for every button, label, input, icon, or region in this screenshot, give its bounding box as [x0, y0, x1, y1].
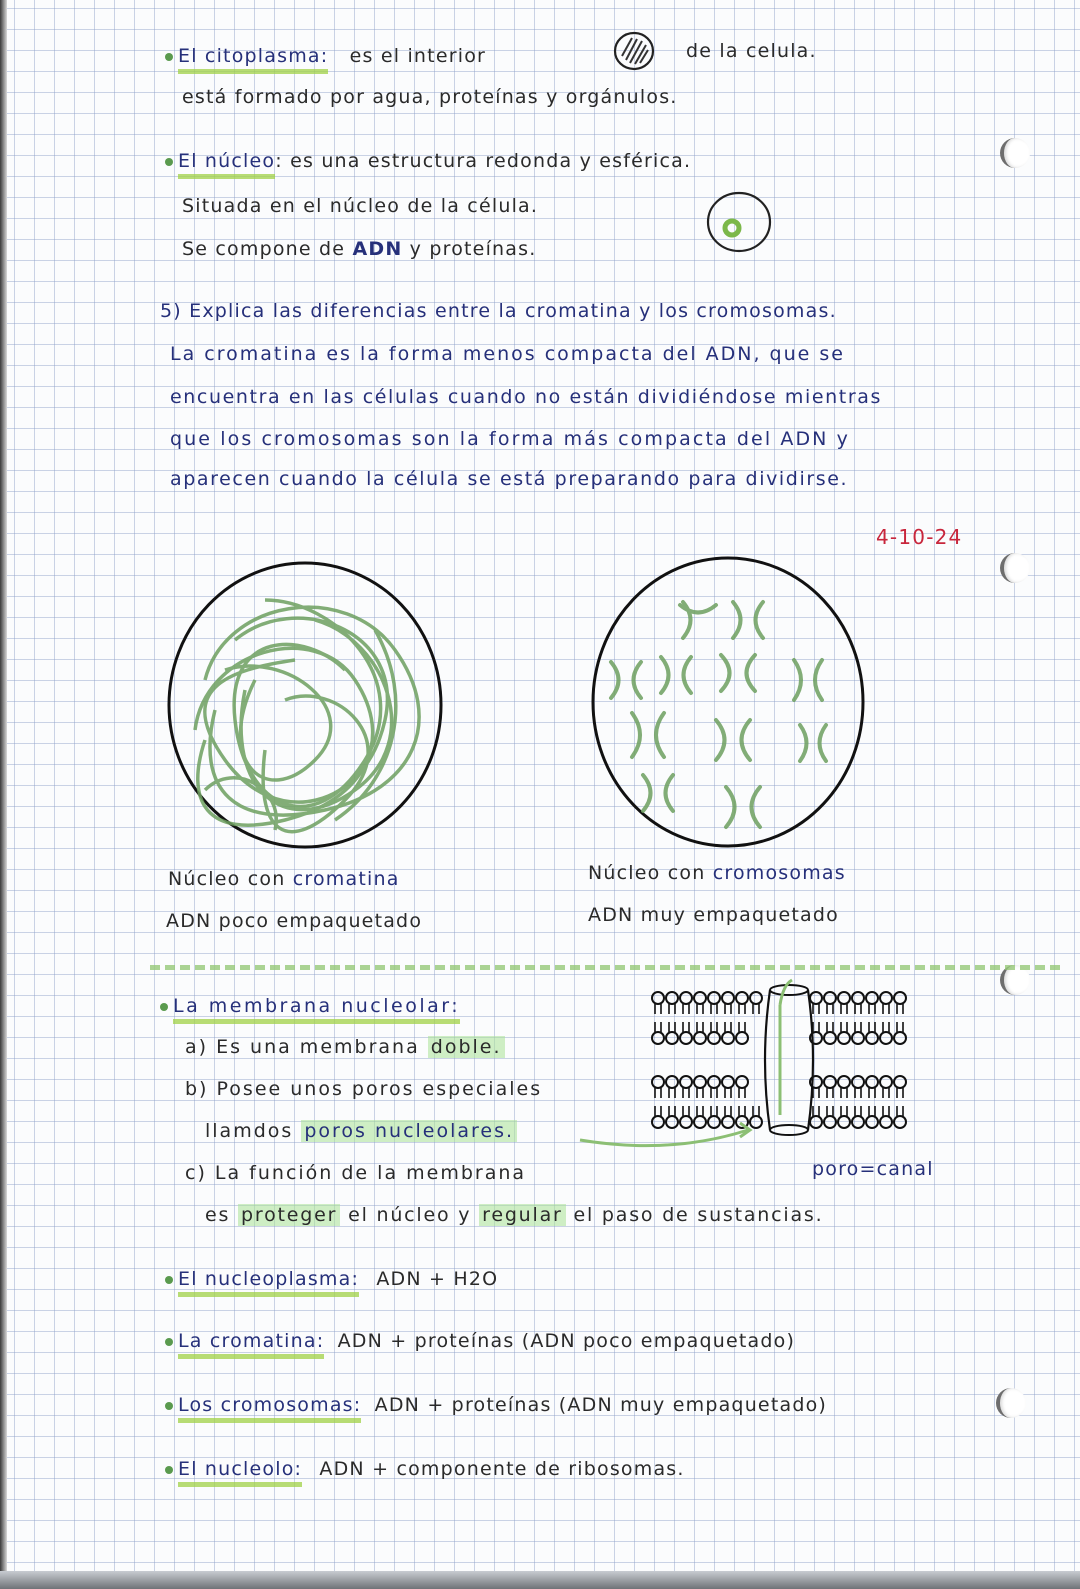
bullet-icon — [165, 1402, 173, 1410]
bullet-icon — [160, 1003, 168, 1011]
bullet-icon — [165, 1466, 173, 1474]
membrana-item-b-2 — [205, 1120, 517, 1142]
caption-text: Núcleo con — [588, 862, 706, 884]
page-bottom-edge — [0, 1571, 1080, 1589]
nucleo-text: : es una estructura redonda y esférica. — [275, 150, 692, 172]
membrana-item-b-1: b) Posee unos poros especiales — [185, 1078, 543, 1100]
membrana-heading — [160, 995, 460, 1017]
answer-line: La cromatina es la forma menos compacta del ADN, que se — [170, 343, 845, 365]
summary-item-cromosomas — [165, 1394, 827, 1416]
summary-item-nucleolo — [165, 1458, 685, 1480]
caption-text: Núcleo con — [168, 868, 286, 890]
notebook-binding-edge — [0, 0, 7, 1589]
nuclear-pore-diagram — [580, 980, 940, 1160]
summary-term: Los cromosomas: — [178, 1394, 361, 1423]
chromatin-caption — [168, 868, 400, 890]
bullet-icon — [165, 158, 173, 166]
pore-diagram-label: poro=canal — [812, 1158, 934, 1180]
highlight-proteger: proteger — [238, 1204, 340, 1226]
citoplasma-line-1 — [165, 45, 486, 67]
nucleo-line-2: Situada en el núcleo de la célula. — [182, 195, 539, 217]
citoplasma-line-1b: de la celula. — [686, 40, 817, 62]
chromosomes-nucleus-diagram — [588, 555, 868, 850]
item-text: el núcleo y — [348, 1204, 472, 1226]
answer-line: encuentra en las células cuando no están dividiéndose mientras — [170, 386, 882, 408]
highlight-doble: doble. — [428, 1036, 505, 1058]
item-text: llamdos — [205, 1120, 294, 1142]
summary-definition: ADN + componente de ribosomas. — [319, 1458, 685, 1480]
answer-line: aparecen cuando la célula se está preparando para dividirse. — [170, 468, 849, 490]
binder-hole — [996, 1388, 1026, 1418]
citoplasma-line-2: está formado por agua, proteínas y orgánulos. — [182, 86, 678, 108]
summary-item-nucleoplasma — [165, 1268, 498, 1290]
nucleo-line-3 — [182, 238, 536, 260]
item-text: a) Es una membrana — [185, 1036, 420, 1058]
chromatin-nucleus-diagram — [165, 560, 445, 850]
summary-definition: ADN + proteínas (ADN muy empaquetado) — [374, 1394, 828, 1416]
citoplasma-text: es el interior — [349, 45, 487, 67]
membrana-item-c-1: c) La función de la membrana — [185, 1162, 527, 1184]
nucleo-text: Se compone de — [182, 238, 346, 260]
caption-term: cromatina — [292, 868, 400, 890]
bullet-icon — [165, 53, 173, 61]
bullet-icon — [165, 1276, 173, 1284]
item-text: es — [205, 1204, 231, 1226]
summary-term: La cromatina: — [178, 1330, 324, 1359]
summary-definition: ADN + proteínas (ADN poco empaquetado) — [337, 1330, 796, 1352]
shaded-cell-icon — [612, 30, 656, 72]
chromatin-subcaption: ADN poco empaquetado — [166, 910, 423, 932]
summary-item-cromatina — [165, 1330, 795, 1352]
binder-hole — [1000, 138, 1030, 168]
question-5-prompt: 5) Explica las diferencias entre la cromatina y los cromosomas. — [160, 300, 837, 322]
summary-term: El nucleolo: — [178, 1458, 302, 1487]
item-text: el paso de sustancias. — [573, 1204, 824, 1226]
membrana-item-a — [185, 1036, 505, 1058]
term-membrana: La membrana nucleolar: — [173, 995, 460, 1024]
highlight-poros: poros nucleolares. — [301, 1120, 517, 1142]
nucleus-cell-icon — [705, 190, 773, 254]
term-nucleo: El núcleo — [178, 150, 275, 179]
summary-term: El nucleoplasma: — [178, 1268, 359, 1297]
adn-term: ADN — [352, 238, 403, 260]
caption-term: cromosomas — [712, 862, 846, 884]
chromosomes-subcaption: ADN muy empaquetado — [588, 904, 839, 926]
chromosomes-caption — [588, 862, 846, 884]
date-label: 4-10-24 — [876, 525, 963, 549]
answer-line: que los cromosomas son la forma más compacta del ADN y — [170, 428, 850, 450]
bullet-icon — [165, 1338, 173, 1346]
summary-definition: ADN + H2O — [376, 1268, 499, 1290]
section-divider — [150, 965, 1060, 970]
term-citoplasma: El citoplasma: — [178, 45, 328, 74]
nucleo-line-1 — [165, 150, 691, 172]
nucleo-text: y proteínas. — [409, 238, 537, 260]
membrana-item-c-2 — [205, 1204, 823, 1226]
binder-hole — [1000, 553, 1030, 583]
highlight-regular: regular — [479, 1204, 566, 1226]
